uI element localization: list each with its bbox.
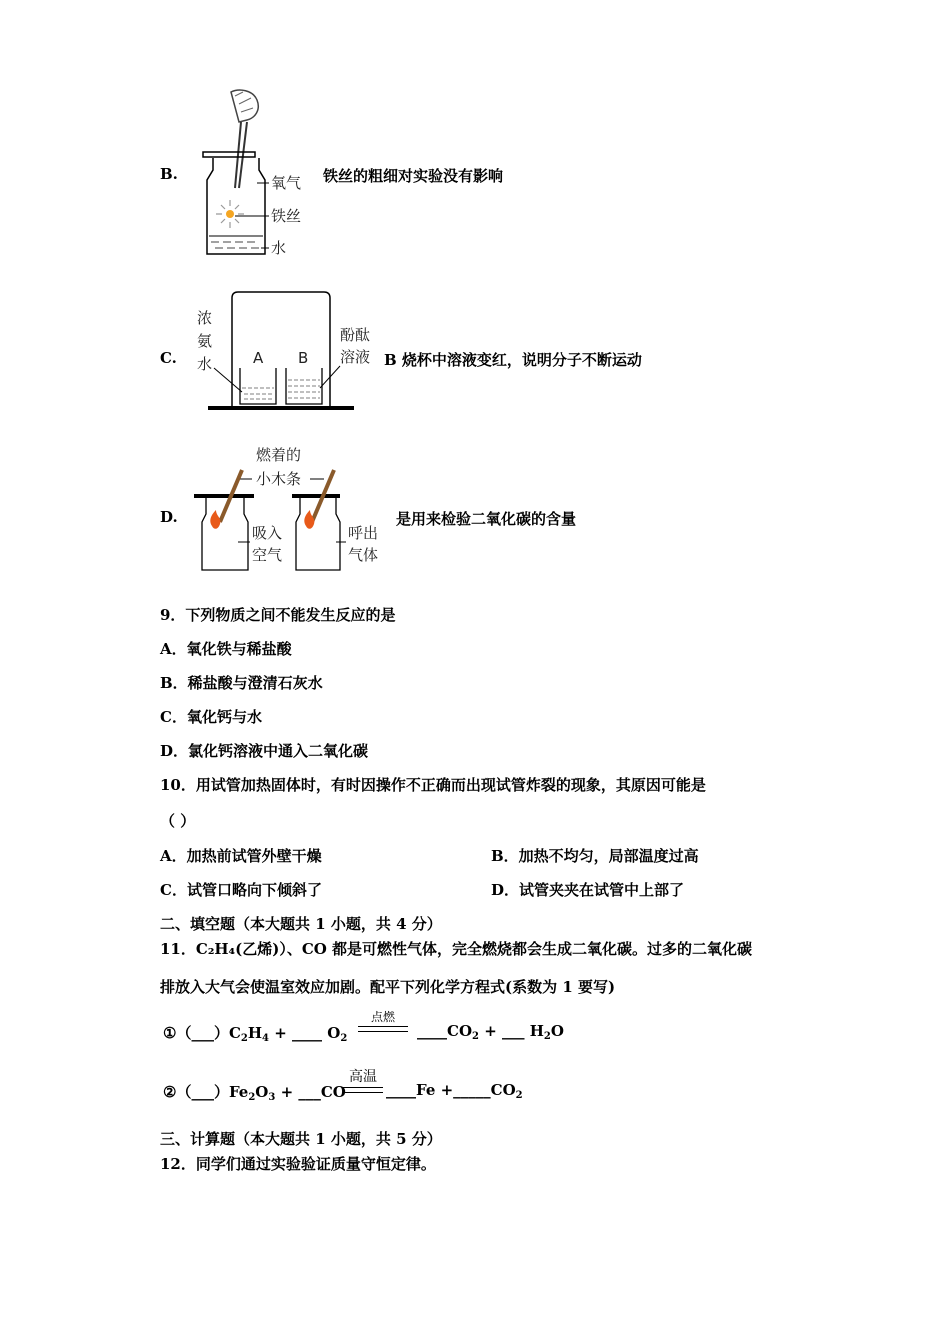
q10-option-d: D．试管夹夹在试管中上部了 xyxy=(491,881,685,899)
fig-label-nong: 浓 xyxy=(197,309,213,327)
beaker-a-label: A xyxy=(253,349,264,367)
equation-2-products: ____Fe $+\_\_\_\_\_CO_2$ xyxy=(386,1081,523,1101)
option-b-text: 铁丝的粗细对实验没有影响 xyxy=(323,167,504,185)
q9-option-c: C．氧化钙与水 xyxy=(160,708,262,726)
fig-label-an: 氨 xyxy=(197,332,213,350)
burning-splint-figure xyxy=(190,442,390,574)
q11-line2: 排放入大气会使温室效应加剧。配平下列化学方程式(系数为 1 要写) xyxy=(160,978,616,996)
fig-label-burning: 燃着的 xyxy=(256,446,302,464)
fig-label-inhale: 吸入 xyxy=(252,524,283,542)
equation-2-condition: 高温 xyxy=(343,1066,383,1093)
equation-1-products: $\_\_\_\_CO_2$ + ___ $H_2O$ xyxy=(417,1022,564,1042)
q9-option-d: D．氯化钙溶液中通入二氧化碳 xyxy=(160,742,369,760)
spark-icon xyxy=(226,210,234,218)
equation-1-condition: 点燃 xyxy=(358,1008,408,1032)
fig-label-iron-wire: 铁丝 xyxy=(271,207,302,225)
flame-icon-2 xyxy=(304,510,314,529)
q9-stem: 9．下列物质之间不能发生反应的是 xyxy=(160,606,396,624)
section-3-heading: 三、计算题（本大题共 1 小题，共 5 分） xyxy=(160,1130,442,1148)
section-2-heading: 二、填空题（本大题共 1 小题，共 4 分） xyxy=(160,915,442,933)
q10-option-c: C．试管口略向下倾斜了 xyxy=(160,881,322,899)
fig-label-phenolphthalein: 酚酞 xyxy=(340,326,371,344)
equation-1: $①(\_\_\_)C_2H_4$ + ____ $O_2$ xyxy=(163,1024,348,1044)
fig-label-oxygen: 氧气 xyxy=(271,174,302,192)
q10-option-b: B．加热不均匀，局部温度过高 xyxy=(491,847,699,865)
fig-label-solution: 溶液 xyxy=(340,348,371,366)
option-d-letter: D. xyxy=(160,508,178,526)
q9-option-b: B．稀盐酸与澄清石灰水 xyxy=(160,674,323,692)
option-b-letter: B. xyxy=(160,165,178,183)
beaker-b-label: B xyxy=(298,349,309,367)
fig-label-gas: 气体 xyxy=(348,546,379,564)
fig-label-exhale: 呼出 xyxy=(348,524,379,542)
equation-2: $②(\_\_\_)Fe_2O_3$ + ___CO xyxy=(163,1083,346,1103)
option-c-letter: C. xyxy=(160,349,177,367)
q12-stem: 12．同学们通过实验验证质量守恒定律。 xyxy=(160,1155,436,1173)
fig-label-air: 空气 xyxy=(252,546,283,564)
iron-wire-oxygen-figure xyxy=(195,88,320,260)
fig-label-splint: 小木条 xyxy=(256,470,302,488)
q10-option-a: A．加热前试管外壁干燥 xyxy=(160,847,322,865)
option-c-text: B 烧杯中溶液变红，说明分子不断运动 xyxy=(384,351,642,369)
q11-line1: 11．C₂H₄(乙烯)）、CO 都是可燃性气体，完全燃烧都会生成二氧化碳。过多的二氧化碳 xyxy=(160,940,753,958)
ammonia-phenolphthalein-figure xyxy=(190,288,382,416)
q10-paren: （ ） xyxy=(160,812,196,830)
q9-option-a: A．氧化铁与稀盐酸 xyxy=(160,640,292,658)
option-d-text: 是用来检验二氧化碳的含量 xyxy=(396,510,577,528)
q10-stem: 10．用试管加热固体时，有时因操作不正确而出现试管炸裂的现象，其原因可能是 xyxy=(160,776,706,794)
fig-label-shui: 水 xyxy=(197,355,213,373)
flame-icon xyxy=(210,510,220,529)
fig-label-water: 水 xyxy=(271,239,287,257)
hand-icon xyxy=(231,90,258,122)
